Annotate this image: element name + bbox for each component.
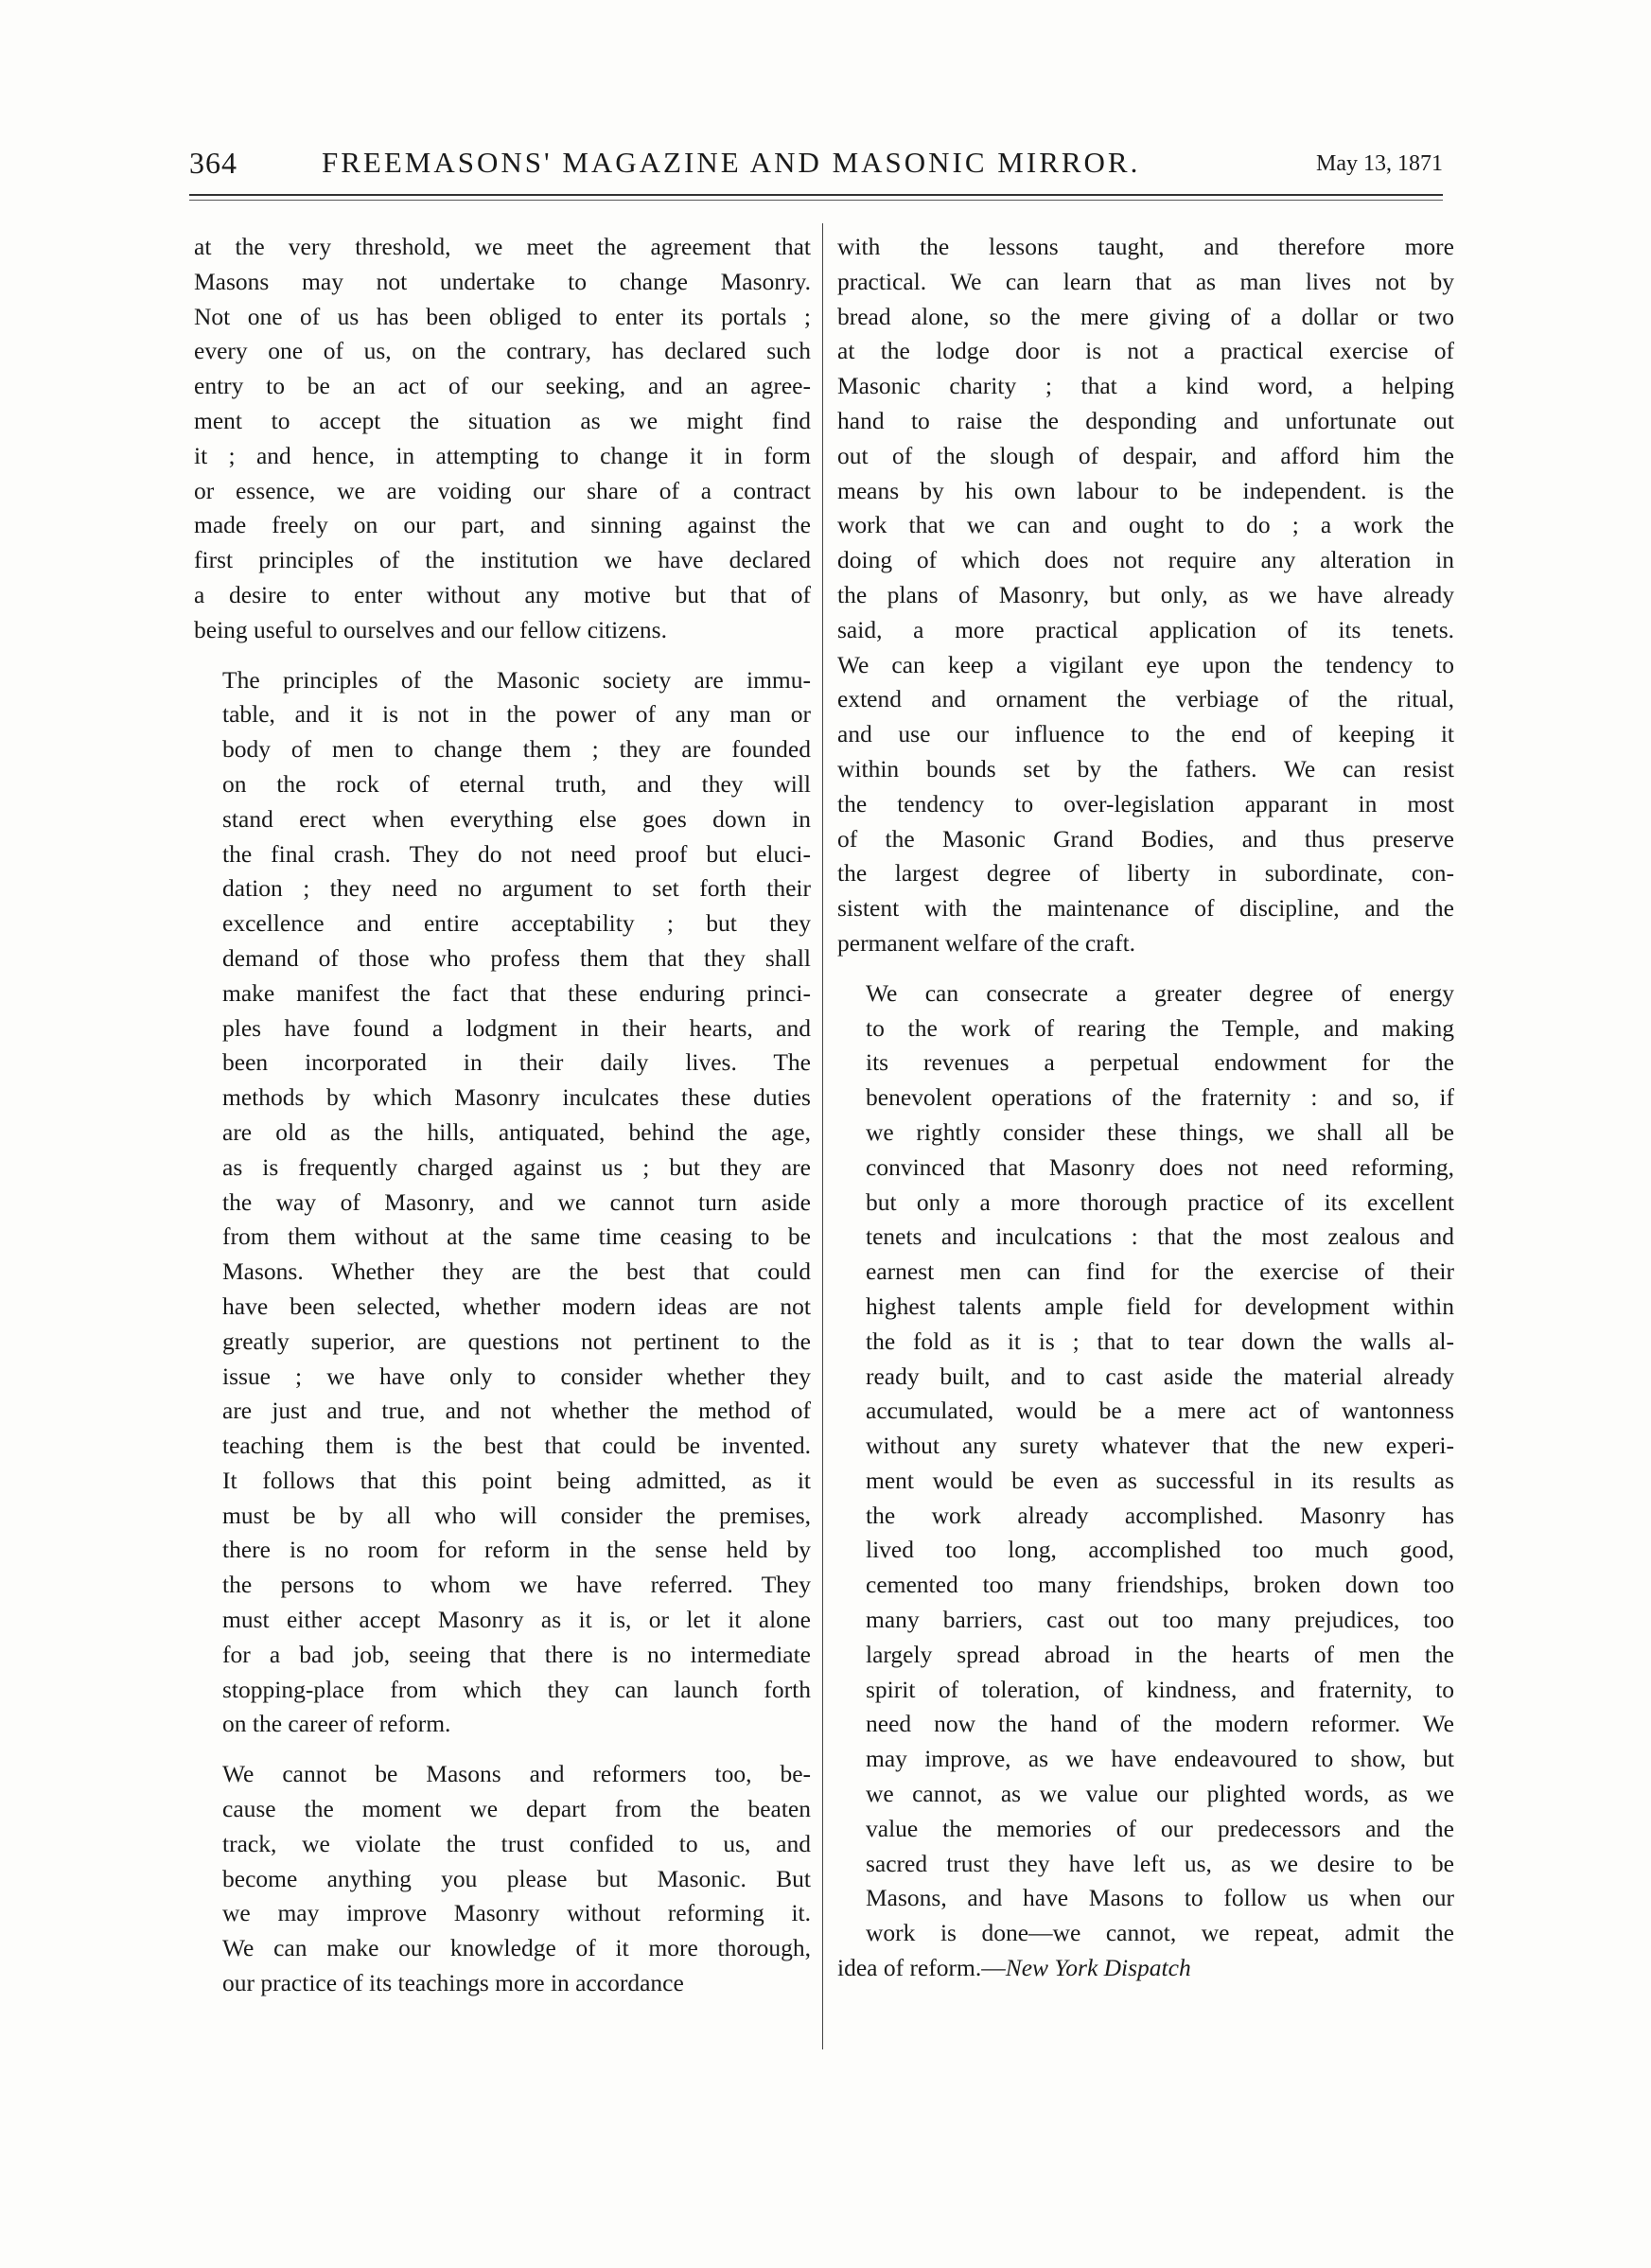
text-line: lived too long, accomplished too much good, — [866, 1536, 1454, 1564]
text-line: body of men to change them ; they are founded — [222, 735, 811, 764]
text-line: table, and it is not in the power of any man or — [222, 700, 811, 729]
right-column — [837, 230, 1454, 1986]
text-line: work is done—we cannot, we repeat, admit the — [866, 1919, 1454, 1947]
paragraph — [194, 1757, 811, 2001]
text-line: We cannot be Masons and reformers too, be- — [222, 1760, 811, 1788]
text-line: cemented too many friendships, broken down too — [866, 1571, 1454, 1599]
text-line: or essence, we are voiding our share of a contract — [194, 476, 811, 504]
text-line: Not one of us has been obliged to enter its portals ; — [194, 302, 811, 330]
text-line: bread alone, so the mere giving of a dollar or two — [837, 302, 1454, 330]
text-line: it ; and hence, in attempting to change it in form — [194, 441, 811, 469]
text-line: teaching them is the best that could be invented. — [222, 1432, 811, 1460]
text-line: earnest men can find for the exercise of their — [866, 1257, 1454, 1286]
text-line: work that we can and ought to do ; a work the — [837, 511, 1454, 539]
text-line: stopping-place from which they can launch forth — [222, 1675, 811, 1703]
text-line: we cannot, as we value our plighted words, as we — [866, 1780, 1454, 1808]
text-line: at the very threshold, we meet the agreement that — [194, 233, 811, 260]
text-line: of the Masonic Grand Bodies, and thus preserve — [837, 824, 1454, 853]
text-line: permanent welfare of the craft. — [837, 928, 1136, 957]
page-header — [189, 142, 1443, 189]
final-line-text: idea of reform.— — [837, 1954, 1006, 1982]
text-line: must either accept Masonry as it is, or let it alone — [222, 1606, 811, 1634]
text-line: out of the slough of despair, and afford him the — [837, 441, 1454, 469]
text-line: methods by which Masonry inculcates these duties — [222, 1083, 811, 1112]
text-line: Masonic charity ; that a kind word, a helping — [837, 372, 1454, 400]
text-line: for a bad job, seeing that there is no intermediate — [222, 1640, 811, 1668]
text-line: sacred trust they have left us, as we desire to be — [866, 1849, 1454, 1877]
text-line: been incorporated in their daily lives. The — [222, 1048, 811, 1077]
text-line: within bounds set by the fathers. We can resist — [837, 754, 1454, 782]
text-line: the way of Masonry, and we cannot turn aside — [222, 1187, 811, 1216]
text-line: the fold as it is ; that to tear down the walls al- — [866, 1327, 1454, 1355]
text-line: cause the moment we depart from the beaten — [222, 1795, 811, 1823]
text-line: the persons to whom we have referred. They — [222, 1571, 811, 1599]
text-line: We can make our knowledge of it more thorough, — [222, 1934, 811, 1962]
text-line: the plans of Masonry, but only, as we have already — [837, 580, 1454, 608]
text-line: as is frequently charged against us ; but they are — [222, 1152, 811, 1181]
text-line: are old as the hills, antiquated, behind the age, — [222, 1117, 811, 1146]
text-line: first principles of the institution we have declared — [194, 546, 811, 574]
text-line: track, we violate the trust confided to us, and — [222, 1829, 811, 1857]
text-line: excellence and entire acceptability ; but they — [222, 909, 811, 938]
text-line: Masons may not undertake to change Masonry. — [194, 267, 811, 295]
text-line: its revenues a perpetual endowment for the — [866, 1048, 1454, 1077]
text-line: Masons. Whether they are the best that could — [222, 1257, 811, 1286]
text-line: means by his own labour to be independent. is the — [837, 476, 1454, 504]
text-line: ment to accept the situation as we might find — [194, 406, 811, 434]
paragraph — [837, 976, 1454, 1951]
text-line: greatly superior, are questions not pertinent to the — [222, 1327, 811, 1355]
text-line: on the career of reform. — [222, 1710, 451, 1738]
text-line: largely spread abroad in the hearts of men the — [866, 1640, 1454, 1668]
header-rule — [189, 194, 1443, 196]
paragraph — [837, 230, 1454, 961]
text-line: extend and ornament the verbiage of the ritual, — [837, 685, 1454, 713]
paragraph — [194, 663, 811, 1743]
text-line: without any surety whatever that the new experi- — [866, 1432, 1454, 1460]
text-line: highest talents ample field for development within — [866, 1292, 1454, 1320]
text-line: entry to be an act of our seeking, and an agree- — [194, 372, 811, 400]
text-line: on the rock of eternal truth, and they will — [222, 769, 811, 798]
text-line: make manifest the fact that these enduring princi- — [222, 978, 811, 1007]
text-line: have been selected, whether modern ideas are not — [222, 1292, 811, 1320]
text-line: accumulated, would be a mere act of wantonness — [866, 1397, 1454, 1425]
text-line: dation ; they need no argument to set forth their — [222, 874, 811, 903]
text-line: It follows that this point being admitted, as it — [222, 1466, 811, 1494]
text-line: the work already accomplished. Masonry has — [866, 1501, 1454, 1529]
text-line: practical. We can learn that as man lives not by — [837, 267, 1454, 295]
text-line: the final crash. They do not need proof but eluci- — [222, 839, 811, 868]
text-line: value the memories of our predecessors and the — [866, 1814, 1454, 1842]
text-line: The principles of the Masonic society are immu- — [222, 665, 811, 694]
text-line: many barriers, cast out too many prejudices, too — [866, 1606, 1454, 1634]
attribution: New York Dispatch — [1005, 1954, 1191, 1982]
text-line: the largest degree of liberty in subordinate, con- — [837, 859, 1454, 888]
text-line: with the lessons taught, and therefore more — [837, 233, 1454, 260]
text-line: every one of us, on the contrary, has declared such — [194, 337, 811, 365]
text-line: tenets and inculcations : that the most zealous and — [866, 1222, 1454, 1251]
text-line: the tendency to over-legislation apparant in most — [837, 789, 1454, 818]
column-divider — [822, 223, 823, 2049]
text-line: need now the hand of the modern reformer. We — [866, 1710, 1454, 1738]
text-line: We can keep a vigilant eye upon the tendency to — [837, 650, 1454, 678]
left-column — [194, 230, 811, 2001]
text-line: benevolent operations of the fraternity : and so, if — [866, 1083, 1454, 1112]
text-line: a desire to enter without any motive but that of — [194, 580, 811, 608]
text-line: and use our influence to the end of keeping it — [837, 720, 1454, 748]
text-line: stand erect when everything else goes down in — [222, 804, 811, 833]
text-line: spirit of toleration, of kindness, and fraternity, to — [866, 1675, 1454, 1703]
paragraph-ending — [837, 1951, 1454, 1986]
paragraph — [194, 230, 811, 648]
text-line: convinced that Masonry does not need reforming, — [866, 1152, 1454, 1181]
text-line: demand of those who profess them that they shall — [222, 943, 811, 972]
header-rule-thin — [189, 200, 1443, 201]
text-line: are just and true, and not whether the method of — [222, 1397, 811, 1425]
text-line: at the lodge door is not a practical exercise of — [837, 337, 1454, 365]
text-line: made freely on our part, and sinning against the — [194, 511, 811, 539]
text-line: doing of which does not require any alteration in — [837, 546, 1454, 574]
text-line: must be by all who will consider the premises, — [222, 1501, 811, 1529]
text-line: said, a more practical application of its tenets. — [837, 615, 1454, 643]
text-line: there is no room for reform in the sense held by — [222, 1536, 811, 1564]
text-line: Masons, and have Masons to follow us when our — [866, 1884, 1454, 1912]
text-line: from them without at the same time ceasing to be — [222, 1222, 811, 1251]
text-line: ready built, and to cast aside the material already — [866, 1362, 1454, 1390]
text-line: we rightly consider these things, we shall all be — [866, 1117, 1454, 1146]
issue-date: May 13, 1871 — [1316, 151, 1443, 176]
text-line: our practice of its teachings more in accordance — [222, 1969, 684, 1997]
text-line: but only a more thorough practice of its excellent — [866, 1187, 1454, 1216]
text-line: We can consecrate a greater degree of energy — [866, 978, 1454, 1007]
magazine-title: FREEMASONS' MAGAZINE AND MASONIC MIRROR. — [322, 146, 1141, 179]
text-line: ples have found a lodgment in their hearts, and — [222, 1013, 811, 1042]
text-line: may improve, as we have endeavoured to show, but — [866, 1745, 1454, 1773]
text-line: sistent with the maintenance of discipline, and the — [837, 894, 1454, 923]
text-line: to the work of rearing the Temple, and making — [866, 1013, 1454, 1042]
text-line: hand to raise the desponding and unfortunate out — [837, 406, 1454, 434]
text-line: ment would be even as successful in its results as — [866, 1466, 1454, 1494]
text-line: issue ; we have only to consider whether they — [222, 1362, 811, 1390]
text-line: become anything you please but Masonic. But — [222, 1864, 811, 1892]
page-number: 364 — [189, 146, 237, 180]
text-line: we may improve Masonry without reforming it. — [222, 1899, 811, 1927]
text-line: being useful to ourselves and our fellow citizens. — [194, 615, 667, 643]
